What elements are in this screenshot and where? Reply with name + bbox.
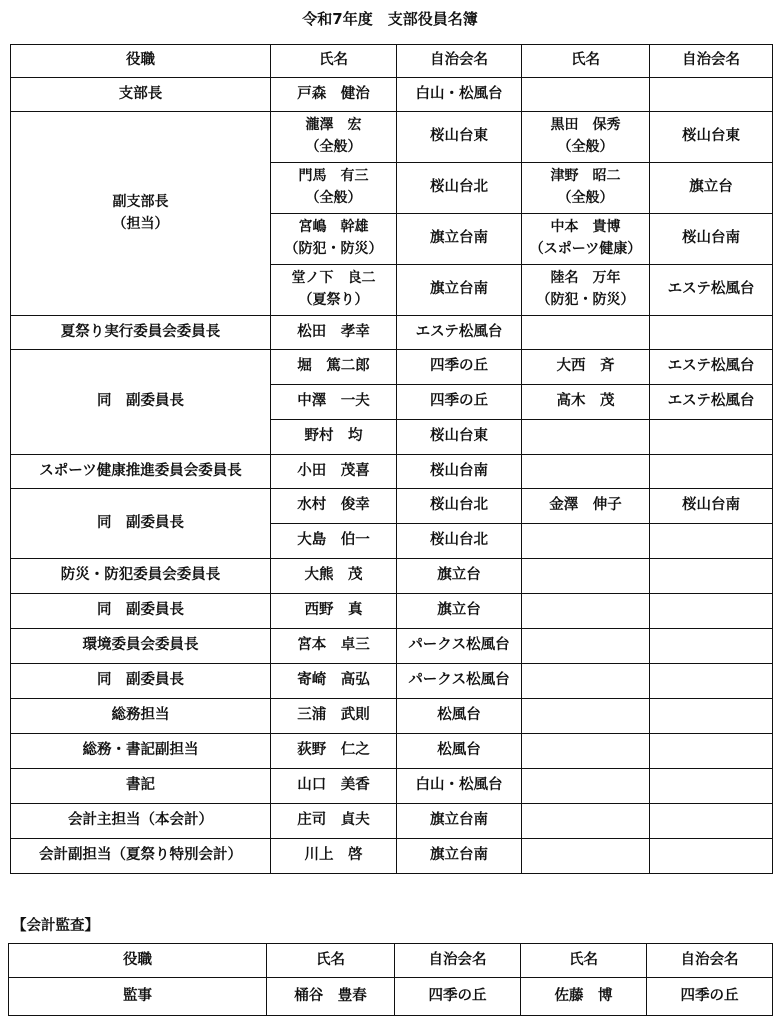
empty-cell bbox=[650, 524, 773, 559]
association-cell: エステ松風台 bbox=[650, 265, 773, 316]
audit-header-name-2: 氏名 bbox=[521, 944, 647, 978]
table-row bbox=[11, 804, 773, 839]
association-cell: 旗立台南 bbox=[397, 804, 522, 839]
header-name-1: 氏名 bbox=[271, 45, 397, 78]
table-row bbox=[11, 734, 773, 769]
association-cell: 桜山台東 bbox=[397, 112, 522, 163]
association-cell: 白山・松風台 bbox=[397, 769, 522, 804]
duty-note: （夏祭り） bbox=[298, 292, 369, 308]
audit-section-heading: 【会計監査】 bbox=[12, 918, 99, 934]
role-cell: 総務担当 bbox=[11, 699, 271, 734]
empty-cell bbox=[650, 559, 773, 594]
empty-cell bbox=[522, 78, 650, 112]
association-cell: パークス松風台 bbox=[397, 629, 522, 664]
table-row bbox=[11, 629, 773, 664]
name-text: 陸名 万年 bbox=[550, 270, 621, 287]
audit-header-name-1: 氏名 bbox=[267, 944, 395, 978]
name-cell: 戸森 健治 bbox=[271, 78, 397, 112]
association-cell: 四季の丘 bbox=[647, 978, 773, 1016]
name-text: 堂ノ下 良二 bbox=[291, 270, 376, 287]
association-cell: 桜山台北 bbox=[397, 524, 522, 559]
name-cell: 堀 篤二郎 bbox=[271, 350, 397, 385]
table-header-row bbox=[11, 45, 773, 78]
empty-cell bbox=[650, 699, 773, 734]
association-cell: エステ松風台 bbox=[397, 316, 522, 350]
name-cell: 佐藤 博 bbox=[521, 978, 647, 1016]
role-cell: 会計主担当（本会計） bbox=[11, 804, 271, 839]
name-cell: 西野 真 bbox=[271, 594, 397, 629]
role-cell: 会計副担当（夏祭り特別会計） bbox=[11, 839, 271, 874]
name-text: 門馬 有三 bbox=[298, 168, 369, 185]
table-row bbox=[11, 769, 773, 804]
empty-cell bbox=[522, 420, 650, 455]
empty-cell bbox=[522, 699, 650, 734]
audit-header-role: 役職 bbox=[9, 944, 267, 978]
name-cell: 金澤 伸子 bbox=[522, 489, 650, 524]
empty-cell bbox=[650, 629, 773, 664]
name-cell bbox=[522, 112, 650, 163]
name-cell bbox=[522, 163, 650, 214]
empty-cell bbox=[650, 664, 773, 699]
name-cell: 野村 均 bbox=[271, 420, 397, 455]
empty-cell bbox=[650, 420, 773, 455]
table-row bbox=[11, 78, 773, 112]
empty-cell bbox=[522, 734, 650, 769]
duty-note: （全般） bbox=[557, 139, 614, 155]
role-cell: 同 副委員長 bbox=[11, 489, 271, 559]
empty-cell bbox=[522, 524, 650, 559]
duty-note: （防犯・防災） bbox=[284, 241, 383, 257]
duty-note: （全般） bbox=[305, 190, 362, 206]
empty-cell bbox=[650, 316, 773, 350]
name-cell bbox=[271, 112, 397, 163]
empty-cell bbox=[650, 78, 773, 112]
name-cell: 大西 斉 bbox=[522, 350, 650, 385]
role-line: （担当） bbox=[112, 215, 169, 232]
duty-note: （全般） bbox=[557, 190, 614, 206]
header-association-1: 自治会名 bbox=[397, 45, 522, 78]
table-row bbox=[11, 455, 773, 489]
table-row bbox=[11, 699, 773, 734]
association-cell: エステ松風台 bbox=[650, 385, 773, 420]
duty-note: （防犯・防災） bbox=[536, 292, 635, 308]
association-cell: 旗立台南 bbox=[397, 265, 522, 316]
table-row bbox=[11, 594, 773, 629]
role-cell: スポーツ健康推進委員会委員長 bbox=[11, 455, 271, 489]
name-text: 中本 貴博 bbox=[550, 219, 621, 236]
name-cell: 荻野 仁之 bbox=[271, 734, 397, 769]
role-cell: 夏祭り実行委員会委員長 bbox=[11, 316, 271, 350]
table-row bbox=[11, 112, 773, 163]
name-cell: 庄司 貞夫 bbox=[271, 804, 397, 839]
name-text: 黒田 保秀 bbox=[550, 117, 621, 134]
association-cell: 四季の丘 bbox=[395, 978, 521, 1016]
empty-cell bbox=[522, 455, 650, 489]
empty-cell bbox=[650, 839, 773, 874]
name-cell: 小田 茂喜 bbox=[271, 455, 397, 489]
role-cell: 同 副委員長 bbox=[11, 350, 271, 455]
name-cell: 大島 伯一 bbox=[271, 524, 397, 559]
association-cell: 白山・松風台 bbox=[397, 78, 522, 112]
table-row bbox=[11, 839, 773, 874]
role-cell: 書記 bbox=[11, 769, 271, 804]
empty-cell bbox=[522, 804, 650, 839]
association-cell: 桜山台東 bbox=[650, 112, 773, 163]
empty-cell bbox=[522, 839, 650, 874]
association-cell: 桜山台東 bbox=[397, 420, 522, 455]
name-cell: 大熊 茂 bbox=[271, 559, 397, 594]
table-row bbox=[11, 316, 773, 350]
header-role: 役職 bbox=[11, 45, 271, 78]
association-cell: 桜山台南 bbox=[650, 214, 773, 265]
empty-cell bbox=[650, 455, 773, 489]
association-cell: パークス松風台 bbox=[397, 664, 522, 699]
empty-cell bbox=[522, 629, 650, 664]
association-cell: 桜山台北 bbox=[397, 163, 522, 214]
name-cell: 寄崎 高弘 bbox=[271, 664, 397, 699]
name-cell: 高木 茂 bbox=[522, 385, 650, 420]
audit-table bbox=[8, 943, 773, 1016]
name-cell: 三浦 武則 bbox=[271, 699, 397, 734]
association-cell: 桜山台南 bbox=[650, 489, 773, 524]
role-cell: 総務・書記副担当 bbox=[11, 734, 271, 769]
audit-row bbox=[9, 978, 773, 1016]
name-cell bbox=[522, 265, 650, 316]
table-row bbox=[11, 664, 773, 699]
name-text: 瀧澤 宏 bbox=[305, 117, 362, 134]
role-cell: 防災・防犯委員会委員長 bbox=[11, 559, 271, 594]
audit-header-association-2: 自治会名 bbox=[647, 944, 773, 978]
association-cell: 旗立台南 bbox=[397, 214, 522, 265]
association-cell: 松風台 bbox=[397, 734, 522, 769]
duty-note: （スポーツ健康） bbox=[529, 241, 642, 257]
role-line: 副支部長 bbox=[112, 193, 169, 210]
name-text: 宮嶋 幹雄 bbox=[298, 219, 369, 236]
association-cell: 旗立台 bbox=[650, 163, 773, 214]
empty-cell bbox=[650, 804, 773, 839]
audit-header-row bbox=[9, 944, 773, 978]
association-cell: 旗立台 bbox=[397, 594, 522, 629]
empty-cell bbox=[522, 594, 650, 629]
association-cell: 旗立台 bbox=[397, 559, 522, 594]
officer-table bbox=[10, 44, 773, 874]
association-cell: 四季の丘 bbox=[397, 350, 522, 385]
association-cell: 旗立台南 bbox=[397, 839, 522, 874]
empty-cell bbox=[522, 769, 650, 804]
role-cell: 支部長 bbox=[11, 78, 271, 112]
name-cell: 中澤 一夫 bbox=[271, 385, 397, 420]
duty-note: （全般） bbox=[305, 139, 362, 155]
role-cell-vice-branch-chief bbox=[11, 112, 271, 316]
name-text: 津野 昭二 bbox=[550, 168, 621, 185]
audit-header-association-1: 自治会名 bbox=[395, 944, 521, 978]
table-row bbox=[11, 559, 773, 594]
empty-cell bbox=[522, 559, 650, 594]
table-row bbox=[11, 489, 773, 524]
empty-cell bbox=[650, 769, 773, 804]
table-row bbox=[11, 350, 773, 385]
name-cell: 桶谷 豊春 bbox=[267, 978, 395, 1016]
role-cell: 同 副委員長 bbox=[11, 664, 271, 699]
page-title: 令和7年度 支部役員名簿 bbox=[302, 10, 478, 28]
empty-cell bbox=[650, 734, 773, 769]
name-cell bbox=[271, 265, 397, 316]
header-name-2: 氏名 bbox=[522, 45, 650, 78]
name-cell: 水村 俊幸 bbox=[271, 489, 397, 524]
name-cell: 川上 啓 bbox=[271, 839, 397, 874]
role-cell: 同 副委員長 bbox=[11, 594, 271, 629]
name-cell: 松田 孝幸 bbox=[271, 316, 397, 350]
association-cell: 松風台 bbox=[397, 699, 522, 734]
association-cell: 桜山台南 bbox=[397, 455, 522, 489]
association-cell: 四季の丘 bbox=[397, 385, 522, 420]
empty-cell bbox=[522, 664, 650, 699]
header-association-2: 自治会名 bbox=[650, 45, 773, 78]
role-cell: 環境委員会委員長 bbox=[11, 629, 271, 664]
name-cell bbox=[271, 214, 397, 265]
role-cell: 監事 bbox=[9, 978, 267, 1016]
name-cell bbox=[271, 163, 397, 214]
empty-cell bbox=[522, 316, 650, 350]
association-cell: エステ松風台 bbox=[650, 350, 773, 385]
name-cell bbox=[522, 214, 650, 265]
name-cell: 山口 美香 bbox=[271, 769, 397, 804]
empty-cell bbox=[650, 594, 773, 629]
name-cell: 宮本 卓三 bbox=[271, 629, 397, 664]
association-cell: 桜山台北 bbox=[397, 489, 522, 524]
